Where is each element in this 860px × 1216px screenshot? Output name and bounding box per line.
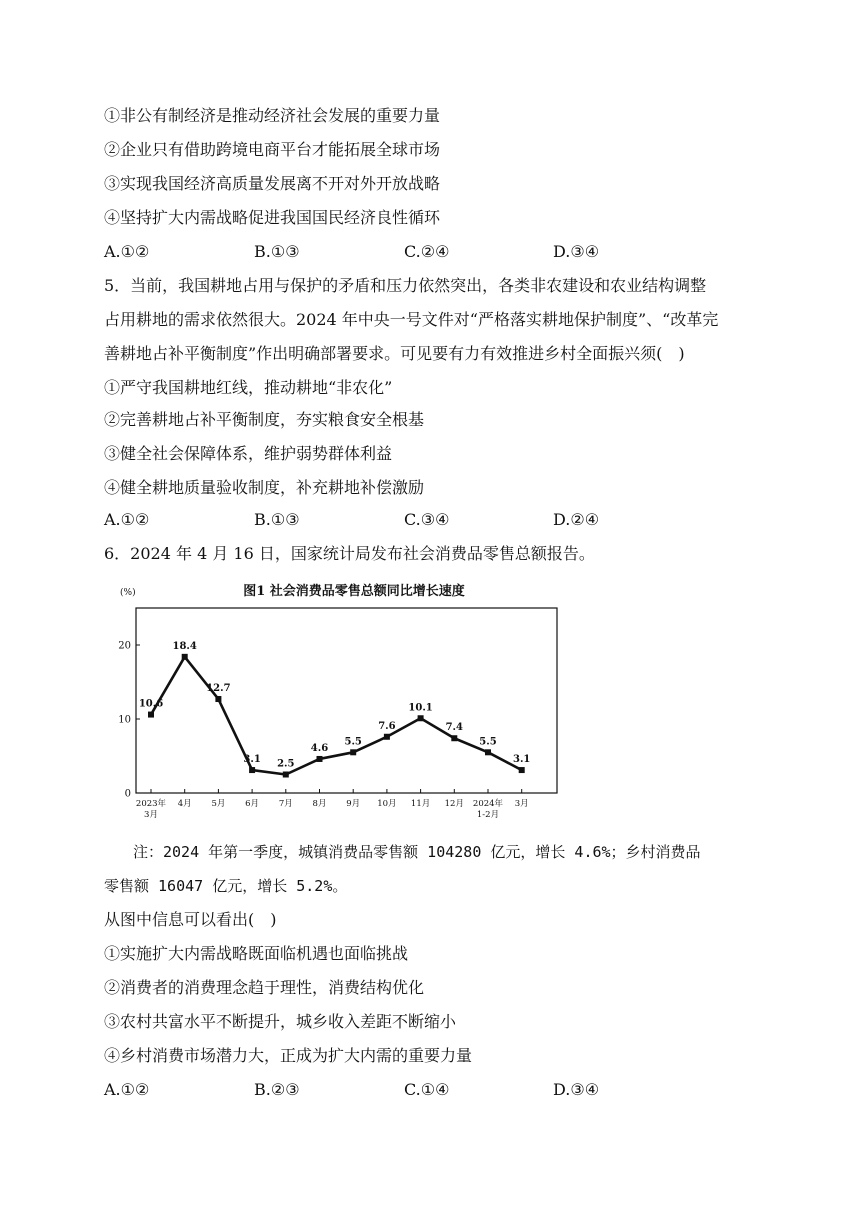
data-point [182, 654, 188, 660]
data-label: 2.5 [277, 758, 295, 770]
x-tick-label: 2024年 [472, 799, 504, 809]
x-tick-label: 5月 [211, 799, 226, 809]
data-point [148, 712, 154, 718]
q4-option-b[interactable]: B.①③ [254, 242, 300, 261]
q5-option-a[interactable]: A.①② [104, 510, 150, 529]
data-point [317, 756, 323, 762]
data-point [519, 767, 525, 773]
retail-sales-growth-chart [114, 578, 562, 828]
q4-item-2: ②企业只有借助跨境电商平台才能拓展全球市场 [104, 140, 441, 159]
data-point [418, 715, 424, 721]
q4-item-1: ①非公有制经济是推动经济社会发展的重要力量 [104, 106, 441, 125]
q5-stem-line-3: 善耕地占补平衡制度”作出明确部署要求。可见要有力有效推进乡村全面振兴须( ) [104, 344, 685, 363]
x-tick-label: 9月 [346, 799, 361, 809]
y-tick-label: 20 [118, 640, 131, 652]
q6-item-2: ②消费者的消费理念趋于理性，消费结构优化 [104, 978, 425, 997]
q5-item-1: ①严守我国耕地红线，推动耕地“非农化” [104, 378, 393, 397]
q6-option-d[interactable]: D.③④ [553, 1080, 600, 1099]
q6-stem: 6．2024 年 4 月 16 日，国家统计局发布社会消费品零售总额报告。 [104, 544, 595, 563]
q6-option-a[interactable]: A.①② [104, 1080, 150, 1099]
data-label: 7.4 [445, 722, 464, 734]
data-point [215, 696, 221, 702]
chart-plot-frame [136, 608, 557, 793]
y-tick-label: 0 [124, 788, 131, 800]
q6-note-line-1: 注：2024 年第一季度，城镇消费品零售额 104280 亿元，增长 4.6%；乡村消费品 [133, 843, 701, 861]
q4-options [104, 242, 744, 262]
data-label: 3.1 [243, 754, 261, 766]
data-point [451, 735, 457, 741]
x-tick-label: 11月 [410, 799, 431, 809]
q5-options [104, 510, 744, 530]
x-tick-label: 3月 [144, 810, 158, 820]
q4-option-a[interactable]: A.①② [104, 242, 150, 261]
q5-stem-line-2: 占用耕地的需求依然很大。2024 年中央一号文件对“严格落实耕地保护制度”、“改革完 [104, 310, 719, 329]
q5-option-d[interactable]: D.②④ [553, 510, 600, 529]
x-tick-label: 6月 [245, 799, 260, 809]
q6-option-c[interactable]: C.①④ [404, 1080, 450, 1099]
q6-option-b[interactable]: B.②③ [254, 1080, 300, 1099]
data-point [384, 734, 390, 740]
x-tick-label: 8月 [312, 799, 327, 809]
data-point [283, 772, 289, 778]
data-label: 5.5 [479, 736, 497, 748]
data-label: 18.4 [172, 640, 197, 652]
q4-item-4: ④坚持扩大内需战略促进我国国民经济良性循环 [104, 208, 441, 227]
data-label: 3.1 [512, 754, 531, 766]
q6-question: 从图中信息可以看出( ) [104, 910, 277, 929]
q6-item-3: ③农村共富水平不断提升，城乡收入差距不断缩小 [104, 1012, 457, 1031]
q6-item-1: ①实施扩大内需战略既面临机遇也面临挑战 [104, 944, 409, 963]
data-label: 10.1 [408, 702, 433, 714]
data-label: 10.6 [138, 698, 164, 710]
q6-options [104, 1080, 744, 1100]
x-tick-label: 1-2月 [476, 810, 500, 820]
x-tick-label: 10月 [377, 799, 397, 809]
data-point [485, 749, 491, 755]
x-tick-label: 3月 [514, 799, 529, 809]
data-label: 12.7 [206, 683, 231, 695]
data-point [350, 749, 356, 755]
series-line [151, 657, 522, 775]
chart-title: 图1 社会消费品零售总额同比增长速度 [243, 584, 465, 599]
q4-option-c[interactable]: C.②④ [404, 242, 450, 261]
q4-item-3: ③实现我国经济高质量发展离不开对外开放战略 [104, 174, 441, 193]
q5-item-3: ③健全社会保障体系，维护弱势群体利益 [104, 444, 393, 463]
data-label: 7.6 [378, 720, 396, 732]
chart-y-axis-unit: (%) [120, 588, 136, 598]
q5-option-b[interactable]: B.①③ [254, 510, 300, 529]
x-tick-label: 2023年 [135, 799, 167, 809]
q4-option-d[interactable]: D.③④ [553, 242, 600, 261]
data-label: 5.5 [344, 736, 362, 748]
x-tick-label: 12月 [444, 799, 464, 809]
q6-item-4: ④乡村消费市场潜力大，正成为扩大内需的重要力量 [104, 1046, 473, 1065]
q5-stem-line-1: 5．当前，我国耕地占用与保护的矛盾和压力依然突出，各类非农建设和农业结构调整 [104, 276, 707, 295]
q6-note-line-2: 零售额 16047 亿元，增长 5.2%。 [104, 877, 348, 895]
data-point [249, 767, 255, 773]
q5-option-c[interactable]: C.③④ [404, 510, 450, 529]
q5-item-4: ④健全耕地质量验收制度，补充耕地补偿激励 [104, 478, 425, 497]
x-tick-label: 4月 [177, 799, 192, 809]
q5-item-2: ②完善耕地占补平衡制度，夯实粮食安全根基 [104, 410, 425, 429]
data-label: 4.6 [310, 742, 329, 754]
y-tick-label: 10 [118, 714, 131, 726]
x-tick-label: 7月 [278, 799, 293, 809]
